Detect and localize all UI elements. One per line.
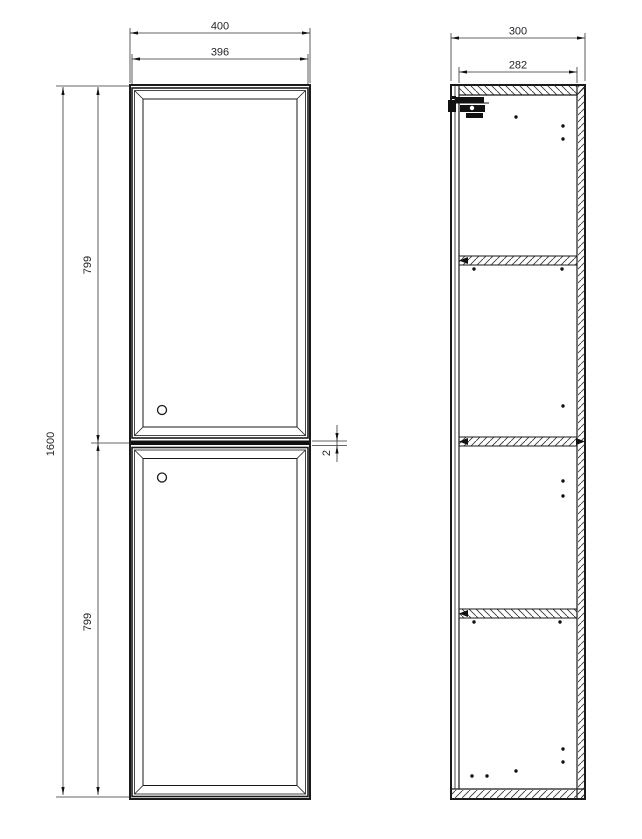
side-view <box>448 85 585 799</box>
shelf-pin-hole <box>472 267 475 270</box>
dim-door-gap-label: 2 <box>321 449 333 457</box>
fixed-shelf <box>459 437 585 446</box>
front-view <box>130 85 310 799</box>
upper-door-handle-hole <box>158 406 167 415</box>
shelf-pin-hole <box>560 267 563 270</box>
arrowhead <box>300 57 308 60</box>
arrowhead <box>302 31 310 34</box>
bottom-panel <box>451 789 585 799</box>
arrowhead <box>96 443 99 451</box>
arrowhead <box>61 787 64 795</box>
shelf-pin-hole <box>558 620 561 623</box>
side-top-dimensions <box>451 33 585 83</box>
arrowhead <box>130 31 138 34</box>
arrowhead <box>335 446 338 454</box>
arrowhead <box>459 70 467 73</box>
dim-lower-door-height-label: 799 <box>82 612 94 632</box>
shelf-3 <box>459 609 577 624</box>
dim-interior-depth-label: 282 <box>508 59 528 72</box>
arrowhead <box>335 433 338 441</box>
arrowhead <box>569 70 577 73</box>
arrowhead <box>61 87 64 95</box>
side-door-section <box>455 85 459 789</box>
arrowhead <box>96 435 99 443</box>
upper-door <box>132 88 308 438</box>
arrowhead <box>577 36 585 39</box>
hinge-hardware <box>448 96 489 118</box>
dim-overall-width-label: 400 <box>210 20 230 33</box>
arrowhead <box>96 87 99 95</box>
dim-door-width-label: 396 <box>210 46 230 59</box>
dim-upper-door-height-label: 799 <box>82 255 94 275</box>
lower-door-handle-hole <box>158 473 167 482</box>
door-gap <box>131 441 309 446</box>
dim-overall-depth-label: 300 <box>508 25 528 38</box>
front-left-dimensions <box>56 86 129 797</box>
lower-door <box>132 448 308 797</box>
top-panel <box>459 86 577 95</box>
arrowhead <box>451 36 459 39</box>
arrowhead <box>132 57 140 60</box>
arrowhead <box>96 787 99 795</box>
dim-overall-height-label: 1600 <box>45 431 57 457</box>
shelf-pin-hole <box>472 620 475 623</box>
shelf-1 <box>459 256 577 271</box>
